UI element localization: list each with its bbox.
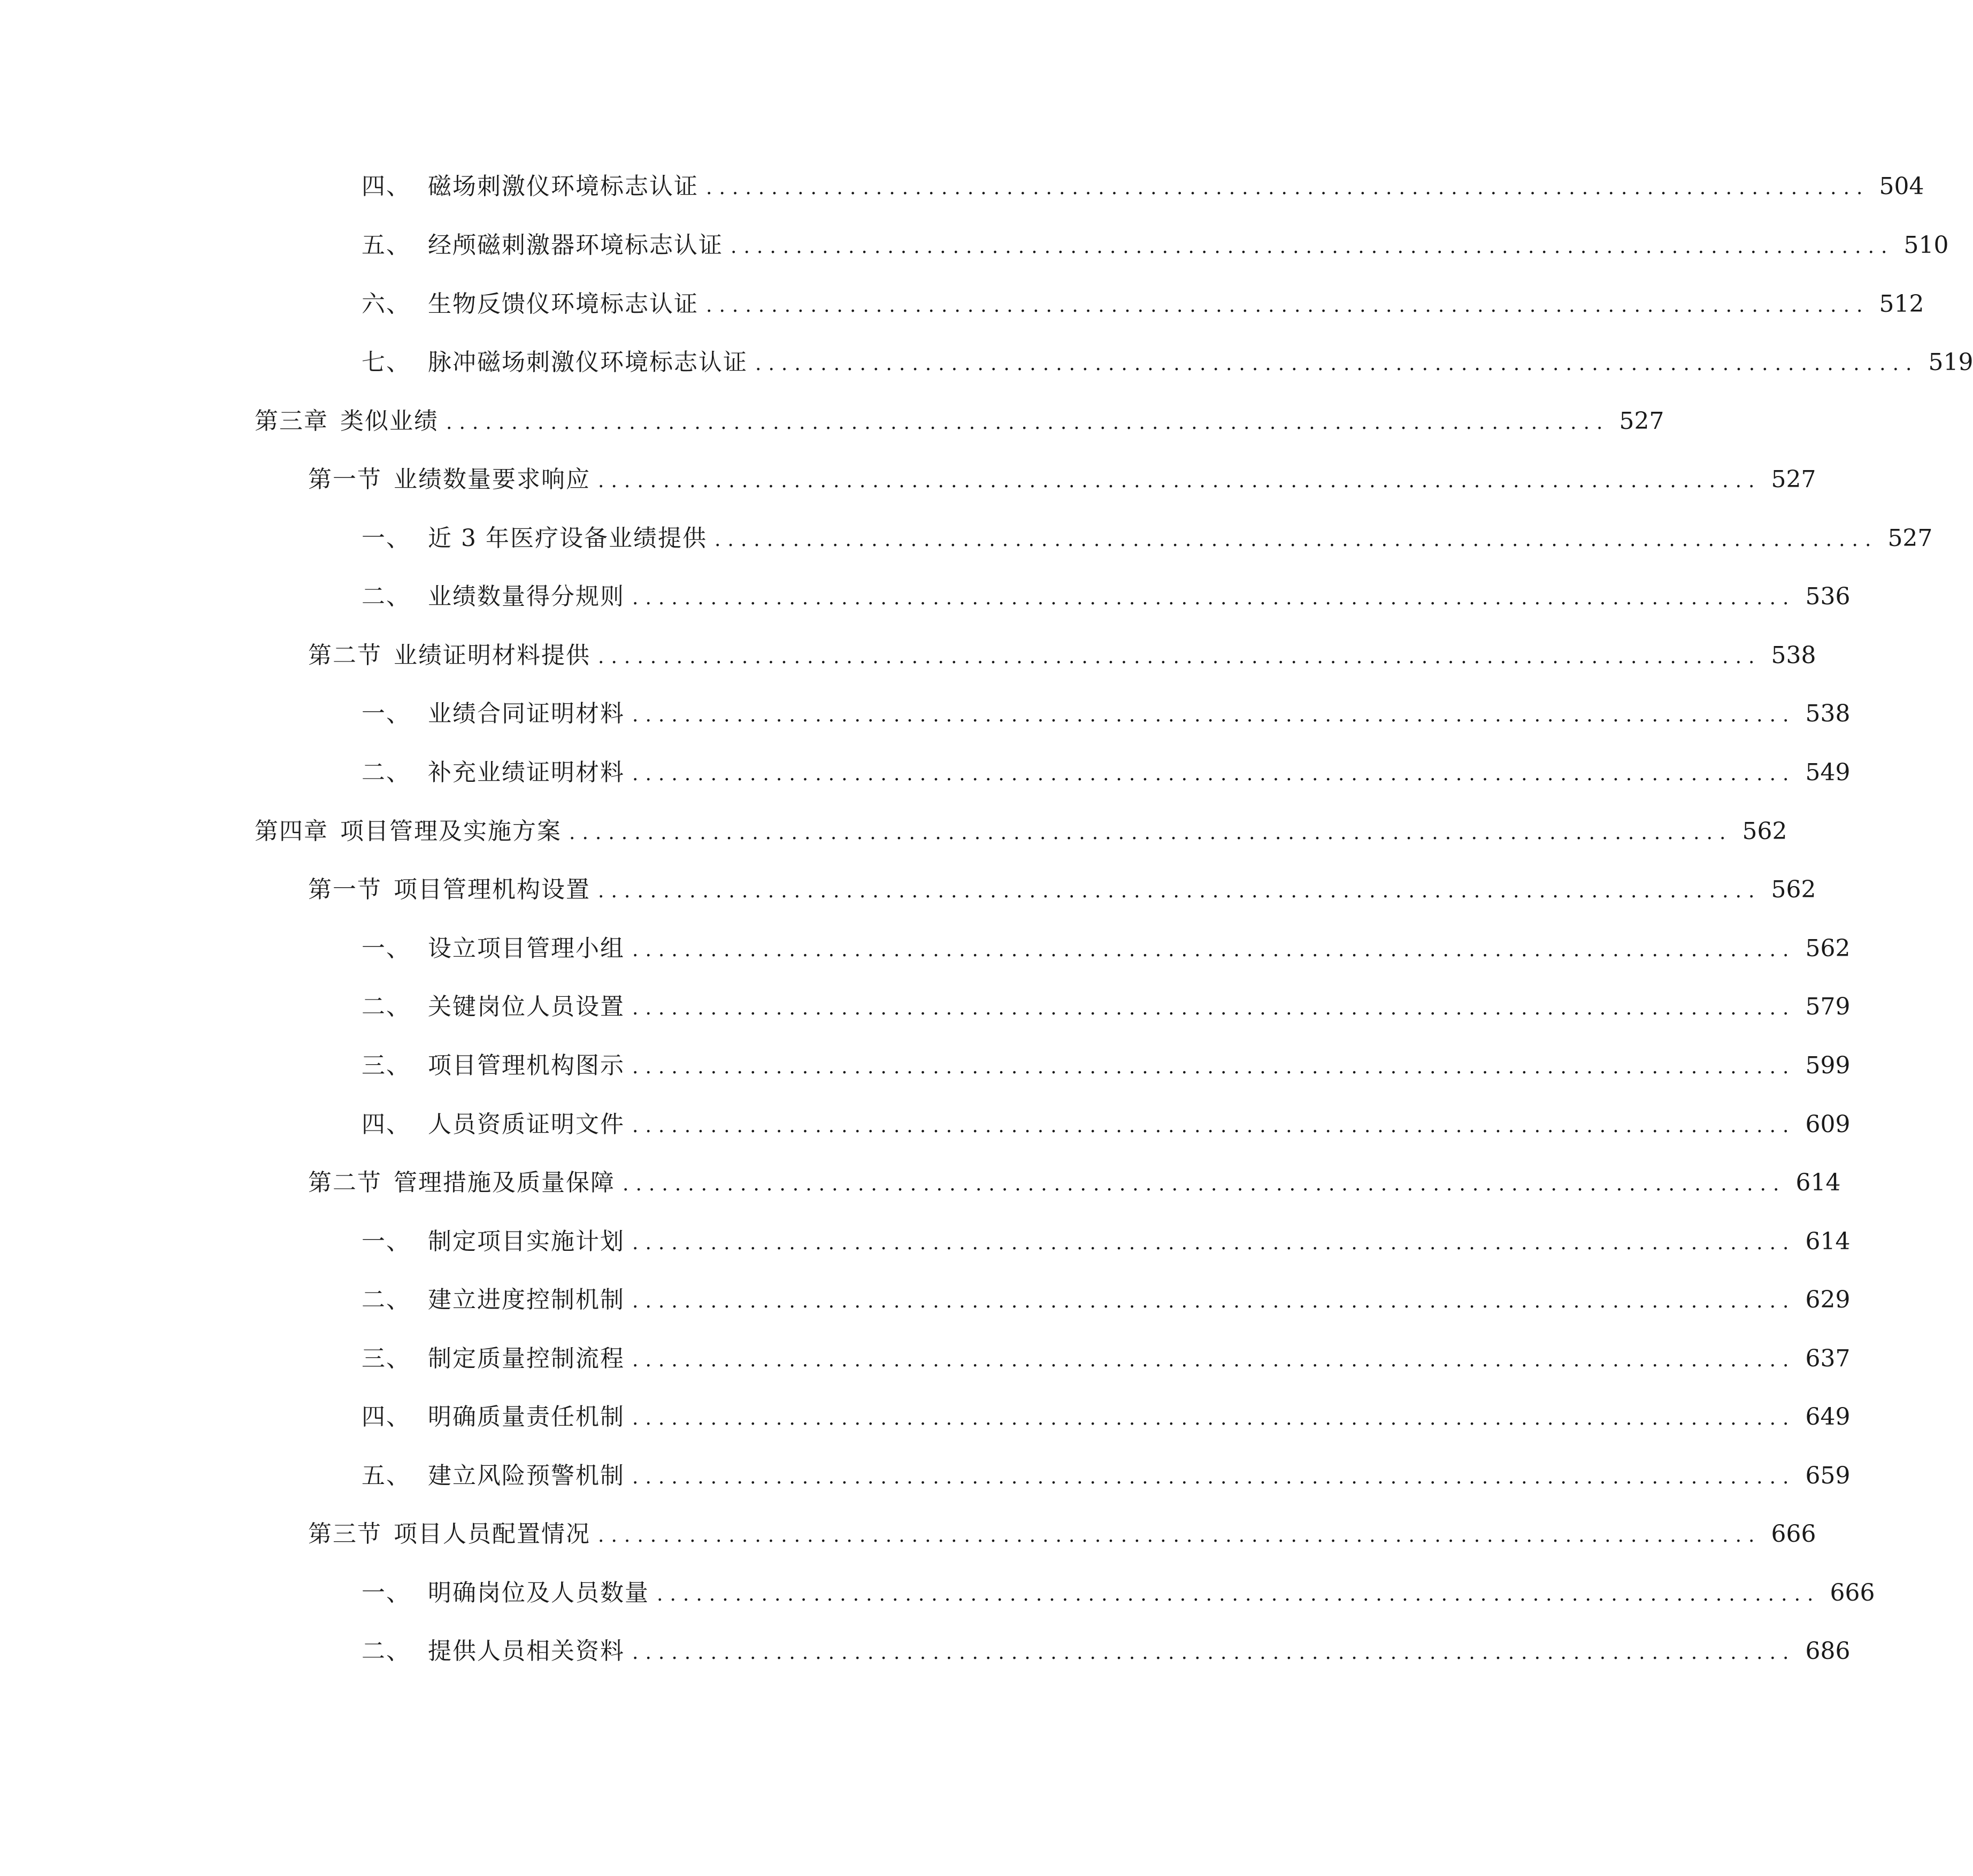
toc-entry-section[interactable] — [308, 1164, 1841, 1202]
entry-page-number: 536 — [1805, 583, 1851, 610]
toc-entry[interactable] — [362, 1340, 1851, 1378]
toc-entry[interactable] — [362, 168, 1924, 205]
entry-title: 近 3 年医疗设备业绩提供 — [428, 525, 707, 552]
dot-leader: ......................................................................................... — [632, 1232, 1796, 1254]
entry-number: 第二节 — [308, 1169, 382, 1196]
toc-entry[interactable] — [362, 754, 1851, 791]
toc-entry[interactable] — [362, 1223, 1851, 1260]
entry-page-number: 510 — [1903, 232, 1949, 259]
entry-page-number: 659 — [1805, 1462, 1851, 1489]
toc-entry[interactable] — [362, 227, 1949, 264]
entry-page-number: 649 — [1805, 1403, 1851, 1431]
entry-title: 经颅磁刺激器环境标志认证 — [428, 232, 723, 259]
dot-leader: ......................................................................................... — [714, 529, 1878, 551]
entry-page-number: 609 — [1805, 1111, 1851, 1138]
dot-leader: ......................................................................................... — [632, 939, 1796, 961]
entry-title: 制定质量控制流程 — [428, 1345, 625, 1372]
entry-title: 项目管理机构图示 — [428, 1052, 625, 1079]
entry-title: 提供人员相关资料 — [428, 1637, 625, 1665]
dot-leader: ......................................................................................... — [706, 177, 1870, 199]
dot-leader: ......................................................................................... — [598, 880, 1762, 902]
entry-page-number: 637 — [1805, 1345, 1851, 1372]
entry-number: 第一节 — [308, 876, 382, 903]
entry-page-number: 562 — [1805, 935, 1851, 962]
entry-page-number: 519 — [1928, 349, 1973, 376]
dot-leader: ......................................................................................... — [598, 1525, 1762, 1547]
entry-title: 磁场刺激仪环境标志认证 — [428, 173, 698, 200]
entry-page-number: 527 — [1619, 408, 1664, 435]
dot-leader: ......................................................................................... — [569, 822, 1733, 844]
entry-title: 业绩数量得分规则 — [428, 583, 625, 610]
entry-page-number: 549 — [1805, 759, 1851, 786]
dot-leader: ......................................................................................... — [632, 1642, 1796, 1664]
entry-title: 设立项目管理小组 — [428, 935, 625, 962]
entry-number: 第四章 — [255, 818, 328, 845]
entry-page-number: 614 — [1795, 1169, 1841, 1196]
entry-number: 五、 — [362, 232, 411, 259]
toc-entry[interactable] — [362, 1047, 1851, 1085]
entry-number: 二、 — [362, 1286, 411, 1313]
entry-title: 管理措施及质量保障 — [394, 1169, 615, 1196]
dot-leader: ......................................................................................... — [632, 1466, 1796, 1488]
entry-page-number: 629 — [1805, 1286, 1851, 1313]
entry-page-number: 666 — [1771, 1520, 1816, 1548]
toc-entry-section[interactable] — [308, 461, 1816, 498]
entry-page-number: 599 — [1805, 1052, 1851, 1079]
entry-title: 生物反馈仪环境标志认证 — [428, 290, 698, 318]
dot-leader: ......................................................................................... — [598, 470, 1762, 492]
entry-page-number: 579 — [1805, 993, 1851, 1020]
dot-leader: ......................................................................................... — [755, 353, 1919, 375]
entry-page-number: 666 — [1830, 1579, 1875, 1606]
toc-entry[interactable] — [362, 578, 1851, 616]
toc-entry[interactable] — [362, 988, 1851, 1026]
dot-leader: ......................................................................................... — [657, 1583, 1821, 1605]
toc-entry-section[interactable] — [308, 637, 1816, 674]
entry-number: 一、 — [362, 1228, 411, 1255]
entry-number: 一、 — [362, 935, 411, 962]
dot-leader: ......................................................................................... — [446, 412, 1610, 434]
dot-leader: ......................................................................................... — [632, 704, 1796, 726]
entry-page-number: 504 — [1879, 173, 1924, 200]
entry-page-number: 562 — [1771, 876, 1816, 903]
entry-page-number: 562 — [1742, 818, 1787, 845]
toc-entry[interactable] — [362, 1281, 1851, 1319]
entry-number: 第二节 — [308, 642, 382, 669]
entry-title: 明确质量责任机制 — [428, 1403, 625, 1431]
entry-number: 四、 — [362, 1403, 411, 1431]
dot-leader: ......................................................................................... — [632, 763, 1796, 785]
entry-title: 项目管理及实施方案 — [340, 818, 562, 845]
entry-number: 二、 — [362, 993, 411, 1020]
entry-title: 项目人员配置情况 — [394, 1520, 590, 1548]
dot-leader: ......................................................................................... — [632, 1056, 1796, 1078]
toc-entry[interactable] — [362, 1106, 1851, 1143]
entry-title: 明确岗位及人员数量 — [428, 1579, 649, 1606]
toc-entry[interactable] — [362, 695, 1851, 733]
dot-leader: ......................................................................................... — [598, 646, 1762, 668]
toc-entry[interactable] — [362, 286, 1924, 323]
entry-number: 二、 — [362, 583, 411, 610]
toc-entry[interactable] — [362, 520, 1933, 557]
entry-title: 脉冲磁场刺激仪环境标志认证 — [428, 349, 748, 376]
dot-leader: ......................................................................................... — [623, 1173, 1786, 1195]
entry-title: 制定项目实施计划 — [428, 1228, 625, 1255]
entry-number: 二、 — [362, 759, 411, 786]
dot-leader: ......................................................................................... — [632, 1290, 1796, 1312]
entry-page-number: 527 — [1771, 466, 1816, 493]
entry-page-number: 614 — [1805, 1228, 1851, 1255]
entry-number: 三、 — [362, 1345, 411, 1372]
entry-title: 建立风险预警机制 — [428, 1462, 625, 1489]
entry-page-number: 527 — [1887, 525, 1933, 552]
entry-number: 二、 — [362, 1637, 411, 1665]
toc-entry-section[interactable] — [308, 871, 1816, 909]
dot-leader: ......................................................................................... — [632, 587, 1796, 609]
entry-page-number: 538 — [1771, 642, 1816, 669]
toc-entry-chapter[interactable] — [255, 813, 1787, 850]
entry-title: 人员资质证明文件 — [428, 1111, 625, 1138]
entry-number: 第一节 — [308, 466, 382, 493]
entry-title: 业绩证明材料提供 — [394, 642, 590, 669]
toc-entry[interactable] — [362, 1633, 1851, 1670]
entry-number: 第三章 — [255, 408, 328, 435]
entry-page-number: 686 — [1805, 1637, 1851, 1665]
entry-number: 七、 — [362, 349, 411, 376]
entry-title: 业绩数量要求响应 — [394, 466, 590, 493]
toc-entry-section[interactable] — [308, 1516, 1816, 1553]
dot-leader: ......................................................................................... — [632, 1115, 1796, 1137]
dot-leader: ......................................................................................... — [632, 997, 1796, 1019]
entry-title: 补充业绩证明材料 — [428, 759, 625, 786]
dot-leader: ......................................................................................... — [632, 1349, 1796, 1371]
entry-title: 业绩合同证明材料 — [428, 700, 625, 727]
dot-leader: ......................................................................................... — [706, 295, 1870, 317]
entry-number: 三、 — [362, 1052, 411, 1079]
entry-number: 一、 — [362, 525, 411, 552]
entry-number: 四、 — [362, 1111, 411, 1138]
entry-title: 类似业绩 — [340, 408, 439, 435]
dot-leader: ......................................................................................... — [731, 236, 1894, 258]
entry-page-number: 538 — [1805, 700, 1851, 727]
dot-leader: ......................................................................................... — [632, 1408, 1796, 1429]
toc-entry[interactable] — [362, 1457, 1851, 1495]
entry-number: 一、 — [362, 1579, 411, 1606]
entry-number: 一、 — [362, 700, 411, 727]
toc-entry[interactable] — [362, 930, 1851, 967]
toc-entry[interactable] — [362, 344, 1973, 381]
entry-number: 六、 — [362, 290, 411, 318]
toc-entry[interactable] — [362, 1398, 1851, 1436]
entry-title: 关键岗位人员设置 — [428, 993, 625, 1020]
toc-entry[interactable] — [362, 1574, 1875, 1612]
entry-title: 建立进度控制机制 — [428, 1286, 625, 1313]
toc-entry-chapter[interactable] — [255, 403, 1664, 440]
entry-number: 四、 — [362, 173, 411, 200]
entry-number: 五、 — [362, 1462, 411, 1489]
entry-number: 第三节 — [308, 1520, 382, 1548]
entry-page-number: 512 — [1879, 290, 1924, 318]
entry-title: 项目管理机构设置 — [394, 876, 590, 903]
